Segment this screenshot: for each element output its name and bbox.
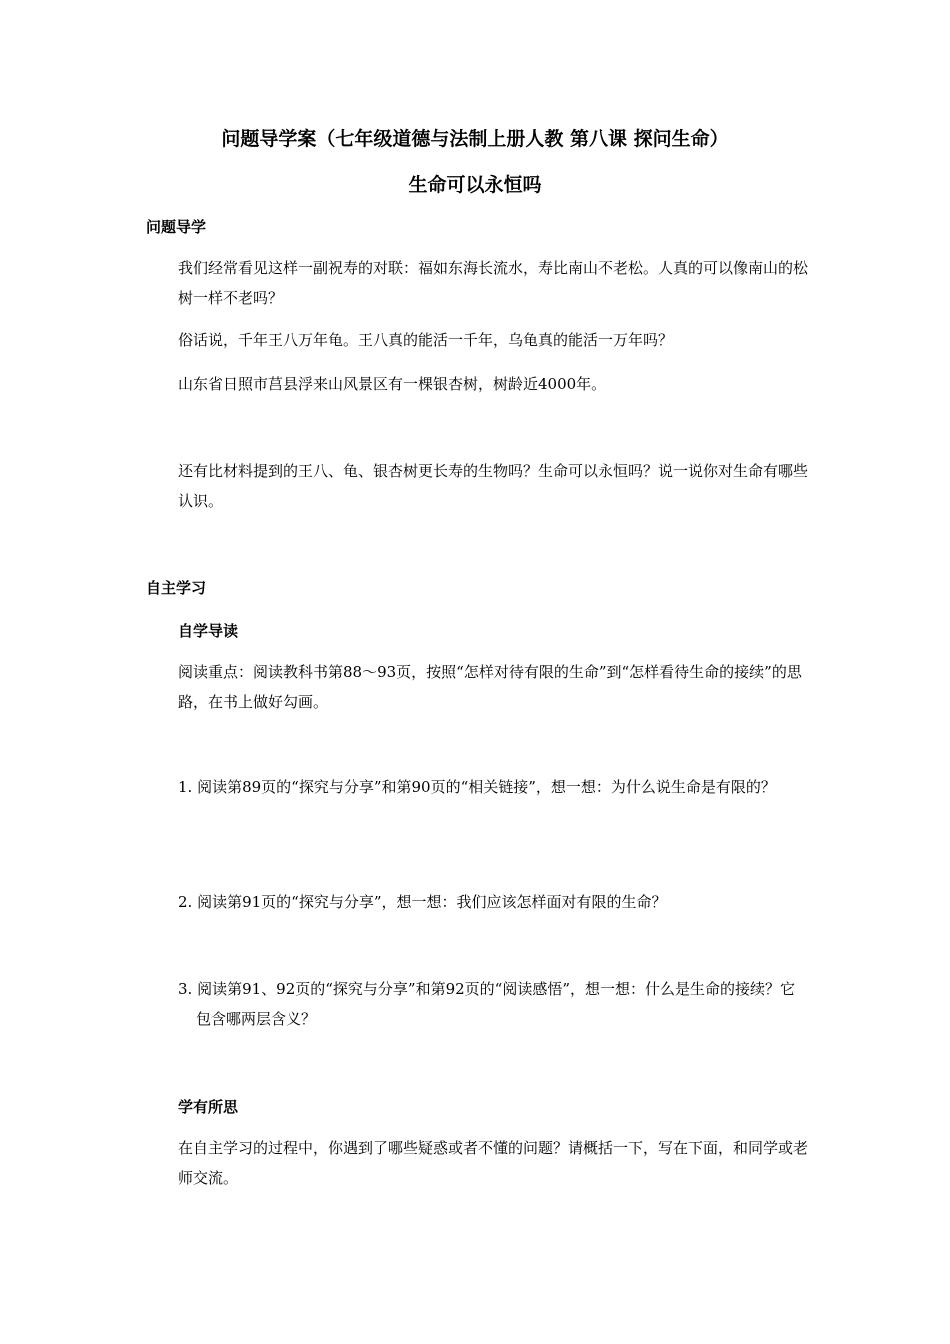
list-item: 1. 阅读第89页的“探究与分享”和第90页的“相关链接”，想一想：为什么说生命是有限的？ <box>178 778 776 796</box>
subsection-heading-zixue-daodu: 自学导读 <box>178 622 239 640</box>
paragraph: 我们经常看见这样一副祝寿的对联：福如东海长流水，寿比南山不老松。人真的可以像南山的松树一样不老吗？ <box>178 259 809 307</box>
paragraph: 山东省日照市莒县浮来山风景区有一棵银杏树，树龄近4000年。 <box>178 375 607 393</box>
section-heading-wenti-daoxue: 问题导学 <box>146 218 207 236</box>
paragraph: 还有比材料提到的王八、龟、银杏树更长寿的生物吗？生命可以永恒吗？说一说你对生命有哪些认识。 <box>178 462 809 510</box>
list-item: 2. 阅读第91页的“探究与分享”，想一想：我们应该怎样面对有限的生命？ <box>178 893 667 911</box>
list-item: 3. 阅读第91、92页的“探究与分享”和第92页的“阅读感悟”，想一想：什么是生命的接续？它包含哪两层含义？ <box>178 980 796 1028</box>
paragraph: 在自主学习的过程中，你遇到了哪些疑惑或者不懂的问题？请概括一下，写在下面，和同学或老师交流。 <box>178 1139 809 1187</box>
document-title: 问题导学案（七年级道德与法制上册人教 第八课 探问生命） <box>221 128 729 150</box>
paragraph: 阅读重点：阅读教科书第88～93页，按照“怎样对待有限的生命”到“怎样看待生命的接续”的思路，在书上做好勾画。 <box>178 663 802 711</box>
subsection-heading-xueyou-suosi: 学有所思 <box>178 1098 239 1116</box>
document-subtitle: 生命可以永恒吗 <box>408 174 542 196</box>
section-heading-zizhu-xuexi: 自主学习 <box>146 579 207 597</box>
paragraph: 俗话说，千年王八万年龟。王八真的能活一千年，乌龟真的能活一万年吗？ <box>178 331 674 349</box>
